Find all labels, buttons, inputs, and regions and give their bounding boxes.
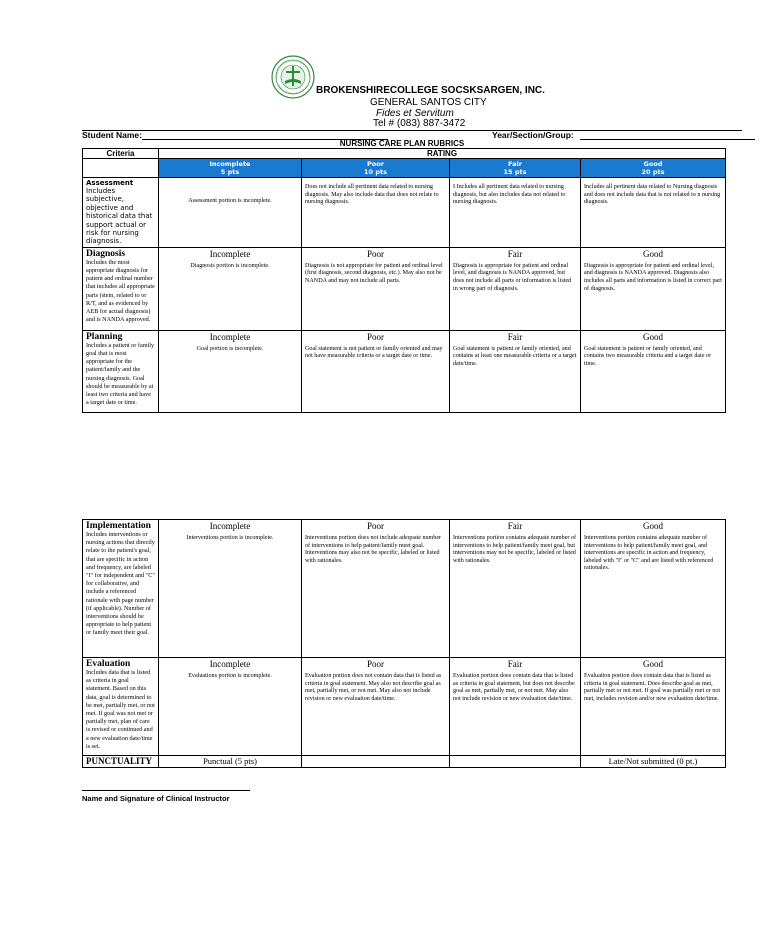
table-row <box>83 520 726 658</box>
year-section-label: Year/Section/Group: <box>492 130 574 140</box>
assessment-poor: Does not include all pertinent data related to nursing diagnosis. May also include data that does not relate to nursing diagnosis. <box>302 178 450 248</box>
diagnosis-fair: Fair Diagnosis is appropriate for patient and ordinal level, and diagnosis is NANDA approved, but does not include all parts or information is listed in wrong part of diagnosis. <box>450 247 581 330</box>
institution-city: GENERAL SANTOS CITY <box>370 97 487 108</box>
table-row <box>83 330 726 412</box>
criteria-header-blank <box>83 159 159 178</box>
diagnosis-poor: Poor Diagnosis is not appropriate for patient and ordinal level (first diagnosis, second diagnosis, etc.). May also not be NANDA and may not include all parts. <box>302 247 450 330</box>
implementation-poor: Poor Interventions portion does not include adequate number of interventions to help patient/family meet goal. Interventions may also not be specific, labeled or listed with rationales. <box>302 520 450 658</box>
planning-good: Good Goal statement is patient or family oriented, and contains two measurable criteria and a target date or time. <box>581 330 726 412</box>
implementation-incomplete: Incomplete Interventions portion is incomplete. <box>159 520 302 658</box>
level-header-poor: Poor 10 pts <box>302 159 450 178</box>
diagnosis-good: Good Diagnosis is appropriate for patient and ordinal level, and diagnosis is NANDA approved. Diagnosis also includes all parts and information is listed in correct part of diagnosis. <box>581 247 726 330</box>
signature-label: Name and Signature of Clinical Instructor <box>82 794 230 803</box>
evaluation-good: Good Evaluation portion does contain data that is listed as criteria in goal statement. Does describe goal as met, partially met or not met. If goal was partially met or not met, includes revision and/or new evaluation date/time. <box>581 658 726 756</box>
planning-fair: Fair Goal statement is patient or family oriented, and contains at least one measurable criteria or a target date/time. <box>450 330 581 412</box>
rubric-table-bottom <box>82 519 726 768</box>
assessment-incomplete: Assessment portion is incomplete. <box>159 178 302 248</box>
level-header-good: Good 20 pts <box>581 159 726 178</box>
level-header-fair: Fair 15 pts <box>450 159 581 178</box>
institution-name: BROKENSHIRECOLLEGE SOCSKSARGEN, INC. <box>316 85 545 96</box>
implementation-fair: Fair Interventions portion contains adequate number of interventions to help patient/family meet goal, but interventions may not be specific, labeled or listed with rationales. <box>450 520 581 658</box>
evaluation-fair: Fair Evaluation portion does contain data that is listed as criteria in goal statement, but does not describe goal as met, partially met, or not met. May also not include revision or new evaluation date/time. <box>450 658 581 756</box>
evaluation-incomplete: Incomplete Evaluations portion is incomplete. <box>159 658 302 756</box>
student-name-label: Student Name: <box>82 130 142 140</box>
late-cell: Late/Not submitted (0 pt.) <box>581 756 726 768</box>
evaluation-poor: Poor Evaluation portion does not contain data that is listed as criteria in goal statement. May also not describe goal as met, partially met, or not met. May also not include revision or new evaluation date/time. <box>302 658 450 756</box>
table-row <box>83 658 726 756</box>
criteria-evaluation: Evaluation Includes data that is listed as criteria in goal statement. Based on this data, goal is determined to be met, partially met, or not met. If goal was not met or partially met, plan of care is revised or continued and a new evaluation date/time is set. <box>83 658 159 756</box>
table-row <box>83 178 726 248</box>
institution-motto: Fides et Servitum <box>376 108 454 119</box>
punctuality-blank-2 <box>450 756 581 768</box>
implementation-good: Good Interventions portion contains adequate number of interventions to help patient/family meet goal, and interventions are specific in action and frequency, labeled with "I" or "C" and are listed with referenced rationales. <box>581 520 726 658</box>
rating-header: RATING <box>159 149 726 159</box>
criteria-assessment: Assessment Includes subjective, objective and historical data that support actual or risk for nursing diagnosis. <box>83 178 159 248</box>
college-seal-icon <box>271 55 315 99</box>
planning-poor: Poor Goal statement is not patient or family oriented and may not have measurable criteria or a target date or time. <box>302 330 450 412</box>
table-row <box>83 756 726 768</box>
assessment-fair: I Includes all pertinent data related to nursing diagnosis, but also includes data not related to nursing diagnosis. <box>450 178 581 248</box>
planning-incomplete: Incomplete Goal portion is incomplete. <box>159 330 302 412</box>
assessment-good: Includes all pertinent data related to Nursing diagnosis and does not include data that is not related to n nursing diagnosis. <box>581 178 726 248</box>
institution-telephone: Tel # (083) 887-3472 <box>373 118 466 129</box>
rubric-title: NURSING CARE PLAN RUBRICS <box>339 139 465 148</box>
punctual-cell: Punctual (5 pts) <box>159 756 302 768</box>
criteria-implementation: Implementation Includes interventions or nursing actions that directly relate to the patient's goal, that are specific in action and frequency, are labeled "I" for independent and "C" for collaborative, and include a referenced rationale with page number (if applicable). Number of interventions should be appropriate to help patient or family meet their goal. <box>83 520 159 658</box>
criteria-punctuality: PUNCTUALITY <box>83 756 159 768</box>
criteria-planning: Planning Includes a patient or family goal that is most appropriate for the patient/family and the nursing diagnosis. Goal should be measurable by at least two criteria and have a target date or time. <box>83 330 159 412</box>
table-row <box>83 247 726 330</box>
signature-line[interactable] <box>82 790 250 791</box>
criteria-header: Criteria <box>83 149 159 159</box>
level-header-incomplete: Incomplete 5 pts <box>159 159 302 178</box>
rubric-table-top <box>82 148 726 413</box>
punctuality-blank-1 <box>302 756 450 768</box>
criteria-diagnosis: Diagnosis Includes the most appropriate diagnosis for patient and ordinal number that includes all appropriate parts (stem, related to or R/T, and as evidenced by AEB for actual diagnosis) and is NANDA approved. <box>83 247 159 330</box>
diagnosis-incomplete: Incomplete Diagnosis portion is incomplete. <box>159 247 302 330</box>
